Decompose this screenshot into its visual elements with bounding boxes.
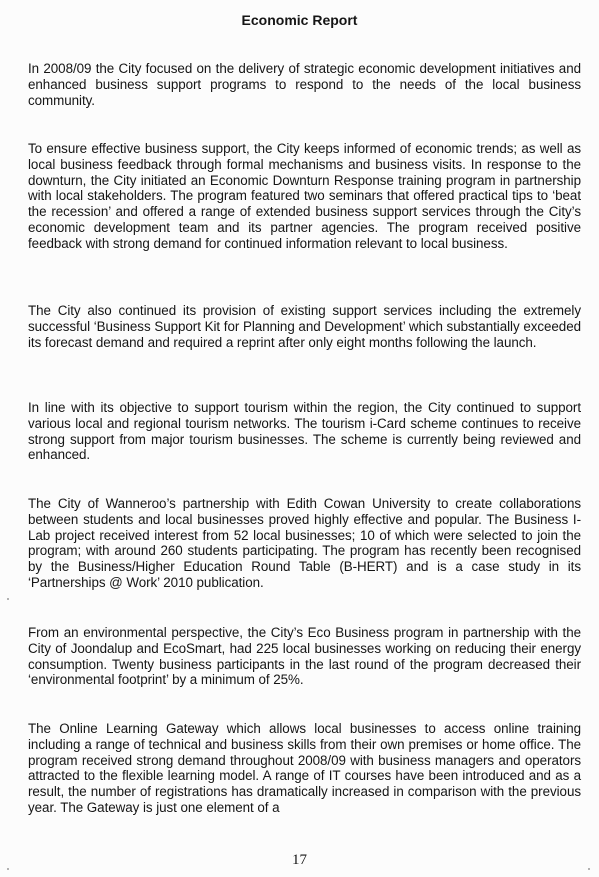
scan-speck (7, 598, 9, 600)
page-number: 17 (292, 852, 307, 868)
paragraph-online-learning: The Online Learning Gateway which allows local businesses to access online training including a range of technical and business skills from their own premises or home office. The program received strong demand throughout 2008/09 with business managers and operators attracted to the flexible learning model. A range of IT courses have been introduced and as a result, the number of registrations has dramatically increased in comparison with the previous year. The Gateway is just one element of a (28, 721, 581, 815)
page-title: Economic Report (241, 12, 358, 28)
paragraph-strategic-initiatives: In 2008/09 the City focused on the delivery of strategic economic development initiatives and enhanced business support programs to respond to the needs of the local business community. (28, 61, 581, 108)
paragraph-tourism: In line with its objective to support tourism within the region, the City continued to support various local and regional tourism networks. The tourism i-Card scheme continues to receive strong support from major tourism businesses. The scheme is currently being reviewed and enhanced. (28, 400, 581, 463)
paragraph-eco-business: From an environmental perspective, the City’s Eco Business program in partnership with the City of Joondalup and EcoSmart, had 225 local businesses working on reducing their energy consumption. Twenty business participants in the last round of the program decreased their ‘environmental footprint’ by a minimum of 25%. (28, 625, 581, 688)
paragraph-business-support: To ensure effective business support, the City keeps informed of economic trends; as well as local business feedback through formal mechanisms and business visits. In response to the downturn, the City initiated an Economic Downturn Response training program in partnership with local stakeholders. The program featured two seminars that offered practical tips to ‘beat the recession’ and offered a range of extended business support services through the City’s economic development team and its partner agencies. The program received positive feedback with strong demand for continued information relevant to local business. (28, 141, 581, 251)
paragraph-university-partnership: The City of Wanneroo’s partnership with Edith Cowan University to create collaborations between students and local businesses proved highly effective and popular. The Business I-Lab project received interest from 52 local businesses; 10 of which were selected to join the program; with around 260 students participating. The program has recently been recognised by the Business/Higher Education Round Table (B-HERT) and is a case study in its ‘Partnerships @ Work’ 2010 publication. (28, 496, 581, 590)
paragraph-support-services: The City also continued its provision of existing support services including the extremely successful ‘Business Support Kit for Planning and Development’ which substantially exceeded its forecast demand and required a reprint after only eight months following the launch. (28, 303, 581, 350)
